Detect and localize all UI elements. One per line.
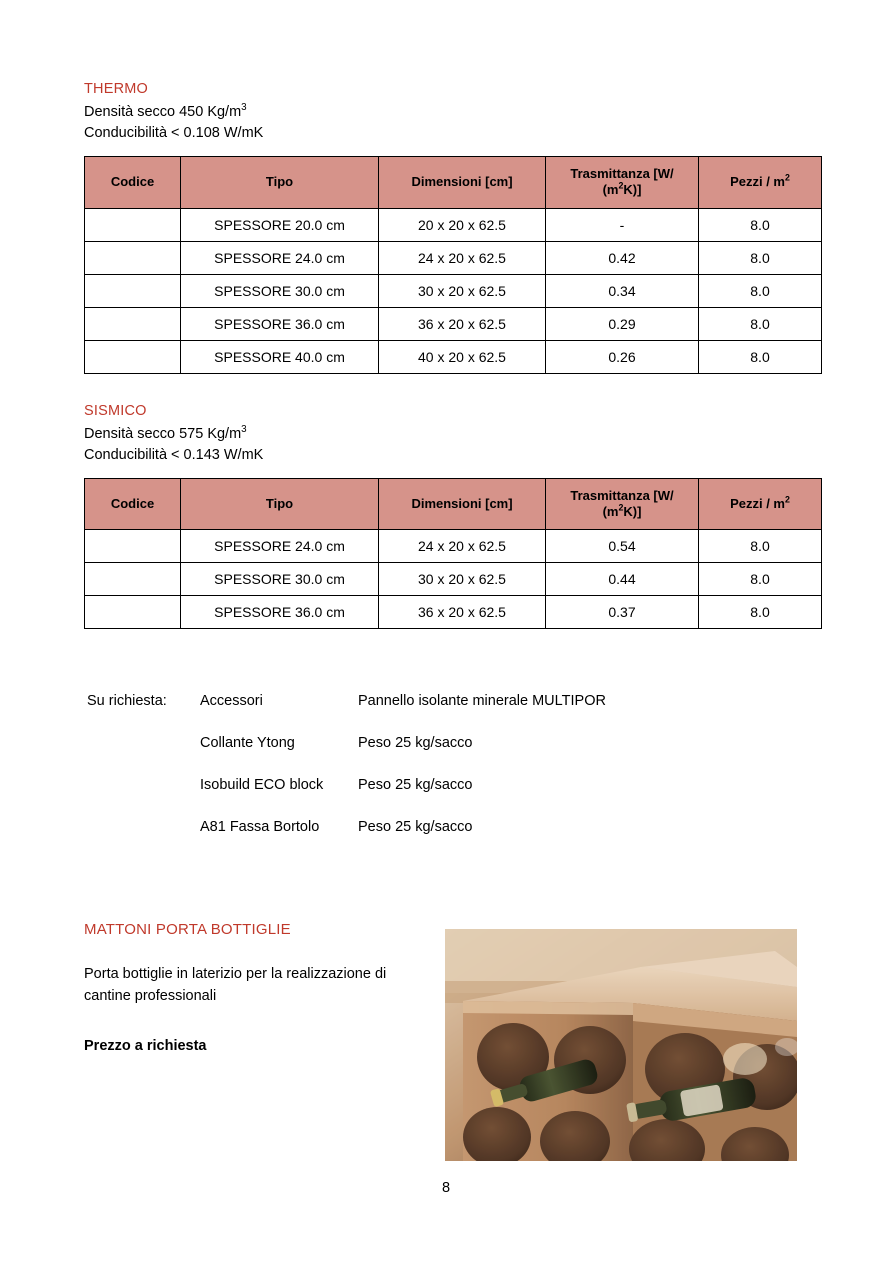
cell-dimensioni: 30 x 20 x 62.5 (379, 563, 546, 596)
cell-codice (85, 274, 181, 307)
section-spacer (84, 374, 821, 402)
table-row (85, 208, 822, 241)
cell-pezzi: 8.0 (699, 563, 822, 596)
cell-dimensioni: 24 x 20 x 62.5 (379, 241, 546, 274)
cell-pezzi: 8.0 (699, 241, 822, 274)
cell-codice (85, 563, 181, 596)
cell-trasmittanza: - (546, 208, 699, 241)
cell-codice (85, 596, 181, 629)
header-trasmittanza-line2a: (m (602, 182, 619, 198)
header-codice: Codice (85, 478, 181, 530)
section-thermo (84, 80, 821, 374)
on-request-row (87, 819, 821, 835)
header-tipo: Tipo (181, 478, 379, 530)
table-row (85, 241, 822, 274)
section-title-thermo: THERMO (84, 81, 149, 97)
header-trasmittanza-line1: Trasmittanza [W/ (570, 487, 674, 503)
section-conductivity-thermo: Conducibilità < 0.108 W/mK (84, 125, 264, 142)
density-exponent: 3 (241, 102, 247, 114)
table-row (85, 530, 822, 563)
cell-trasmittanza: 0.44 (546, 563, 699, 596)
cell-trasmittanza: 0.26 (546, 340, 699, 373)
header-dimensioni: Dimensioni [cm] (379, 478, 546, 530)
on-request-row (87, 777, 821, 793)
product-block (84, 921, 821, 1161)
cell-pezzi: 8.0 (699, 307, 822, 340)
section-conductivity-sismico: Conducibilità < 0.143 W/mK (84, 446, 264, 463)
table-header-row (85, 478, 822, 530)
cell-tipo: SPESSORE 30.0 cm (181, 563, 379, 596)
header-trasmittanza-line2b: K)] (623, 182, 642, 198)
spec-table-thermo (84, 156, 822, 374)
cell-pezzi: 8.0 (699, 596, 822, 629)
table-row (85, 596, 822, 629)
on-request-item-name: Isobuild ECO block (200, 777, 324, 794)
on-request-block (87, 693, 821, 835)
cell-tipo: SPESSORE 24.0 cm (181, 530, 379, 563)
bottle-rack-bricks-image (445, 929, 797, 1161)
table-row (85, 340, 822, 373)
cell-pezzi: 8.0 (699, 208, 822, 241)
cell-dimensioni: 20 x 20 x 62.5 (379, 208, 546, 241)
table-row (85, 307, 822, 340)
header-pezzi-exponent: 2 (785, 494, 790, 505)
header-trasmittanza-line1: Trasmittanza [W/ (570, 166, 674, 182)
section-density-sismico (84, 424, 821, 445)
on-request-item-value: Peso 25 kg/sacco (358, 819, 473, 836)
page-content (84, 80, 821, 1161)
header-dimensioni: Dimensioni [cm] (379, 157, 546, 209)
on-request-row (87, 693, 821, 709)
table-row (85, 563, 822, 596)
cell-tipo: SPESSORE 40.0 cm (181, 340, 379, 373)
header-trasmittanza (546, 478, 699, 530)
on-request-item-name: Collante Ytong (200, 735, 295, 752)
on-request-item-value: Peso 25 kg/sacco (358, 735, 473, 752)
header-pezzi (699, 157, 822, 209)
product-price: Prezzo a richiesta (84, 1037, 207, 1054)
header-trasmittanza (546, 157, 699, 209)
cell-tipo: SPESSORE 36.0 cm (181, 596, 379, 629)
cell-trasmittanza: 0.29 (546, 307, 699, 340)
on-request-item-value: Pannello isolante minerale MULTIPOR (358, 693, 606, 710)
on-request-label: Su richiesta: (87, 693, 167, 710)
spec-table-sismico (84, 478, 822, 630)
cell-pezzi: 8.0 (699, 274, 822, 307)
cell-pezzi: 8.0 (699, 530, 822, 563)
product-photo (445, 929, 797, 1161)
on-request-item-name: A81 Fassa Bortolo (200, 819, 320, 836)
header-pezzi (699, 478, 822, 530)
cell-tipo: SPESSORE 36.0 cm (181, 307, 379, 340)
section-title-sismico: SISMICO (84, 402, 147, 419)
cell-dimensioni: 36 x 20 x 62.5 (379, 307, 546, 340)
cell-dimensioni: 40 x 20 x 62.5 (379, 340, 546, 373)
header-codice: Codice (85, 157, 181, 209)
cell-dimensioni: 30 x 20 x 62.5 (379, 274, 546, 307)
section-density-thermo (84, 102, 821, 123)
table-header-row (85, 157, 822, 209)
section-sismico (84, 402, 821, 630)
cell-trasmittanza: 0.42 (546, 241, 699, 274)
cell-dimensioni: 24 x 20 x 62.5 (379, 530, 546, 563)
table-row (85, 274, 822, 307)
cell-tipo: SPESSORE 24.0 cm (181, 241, 379, 274)
header-trasmittanza-line2a: (m (602, 504, 619, 520)
cell-codice (85, 241, 181, 274)
cell-codice (85, 307, 181, 340)
cell-trasmittanza: 0.37 (546, 596, 699, 629)
on-request-row (87, 735, 821, 751)
header-pezzi-exponent: 2 (785, 172, 790, 183)
header-pezzi-text: Pezzi / m (730, 174, 785, 190)
page-number: 8 (441, 1180, 451, 1196)
cell-codice (85, 530, 181, 563)
density-text: Densità secco 450 Kg/m (84, 104, 242, 121)
product-title: MATTONI PORTA BOTTIGLIE (84, 921, 291, 939)
cell-codice (85, 208, 181, 241)
cell-pezzi: 8.0 (699, 340, 822, 373)
cell-dimensioni: 36 x 20 x 62.5 (379, 596, 546, 629)
cell-trasmittanza: 0.34 (546, 274, 699, 307)
cell-trasmittanza: 0.54 (546, 530, 699, 563)
on-request-item-name: Accessori (200, 693, 263, 710)
cell-tipo: SPESSORE 20.0 cm (181, 208, 379, 241)
header-pezzi-text: Pezzi / m (730, 495, 785, 511)
on-request-item-value: Peso 25 kg/sacco (358, 777, 473, 794)
density-text: Densità secco 575 Kg/m (84, 425, 242, 442)
header-trasmittanza-exponent: 2 (618, 502, 624, 513)
cell-tipo: SPESSORE 30.0 cm (181, 274, 379, 307)
header-tipo: Tipo (181, 157, 379, 209)
product-description: Porta bottiglie in laterizio per la realizzazione di cantine professionali (84, 966, 387, 1005)
cell-codice (85, 340, 181, 373)
density-exponent: 3 (241, 423, 247, 435)
header-trasmittanza-line2b: K)] (623, 504, 642, 520)
header-trasmittanza-exponent: 2 (618, 181, 624, 192)
